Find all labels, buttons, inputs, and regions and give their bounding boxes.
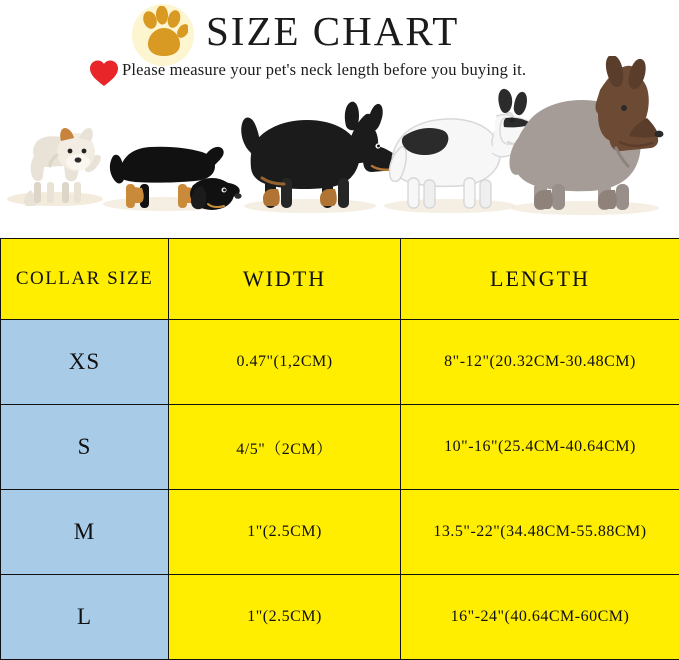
page-title: SIZE CHART <box>206 8 460 54</box>
size-chart-table <box>0 238 679 660</box>
table-row <box>1 575 679 660</box>
dog-breeds-illustration <box>0 56 679 236</box>
length-cell: 16"-24"(40.64CM-60CM) <box>401 575 679 660</box>
size-cell: XS <box>1 320 169 405</box>
paw-icon <box>140 6 188 60</box>
size-cell: S <box>1 405 169 490</box>
header-width: WIDTH <box>169 239 401 320</box>
width-cell: 0.47"(1,2CM) <box>169 320 401 405</box>
size-cell: L <box>1 575 169 660</box>
header-collar-size: COLLAR SIZE <box>1 239 169 320</box>
wirehaired-pointer-dog <box>510 56 664 215</box>
table-row <box>1 405 679 490</box>
table-row <box>1 490 679 575</box>
table-header-row <box>1 239 679 320</box>
length-cell: 13.5"-22"(34.48CM-55.88CM) <box>401 490 679 575</box>
table-row <box>1 320 679 405</box>
width-cell: 1"(2.5CM) <box>169 490 401 575</box>
length-cell: 8"-12"(20.32CM-30.48CM) <box>401 320 679 405</box>
size-cell: M <box>1 490 169 575</box>
small-terrier-dog <box>7 128 103 206</box>
width-cell: 1"(2.5CM) <box>169 575 401 660</box>
length-cell: 10"-16"(25.4CM-40.64CM) <box>401 405 679 490</box>
dachshund-dog <box>103 147 242 211</box>
width-cell: 4/5"（2CM） <box>169 405 401 490</box>
header-length: LENGTH <box>401 239 679 320</box>
subtitle: Please measure your pet's neck length before you buying it. <box>122 60 527 79</box>
doberman-dog <box>241 102 405 213</box>
